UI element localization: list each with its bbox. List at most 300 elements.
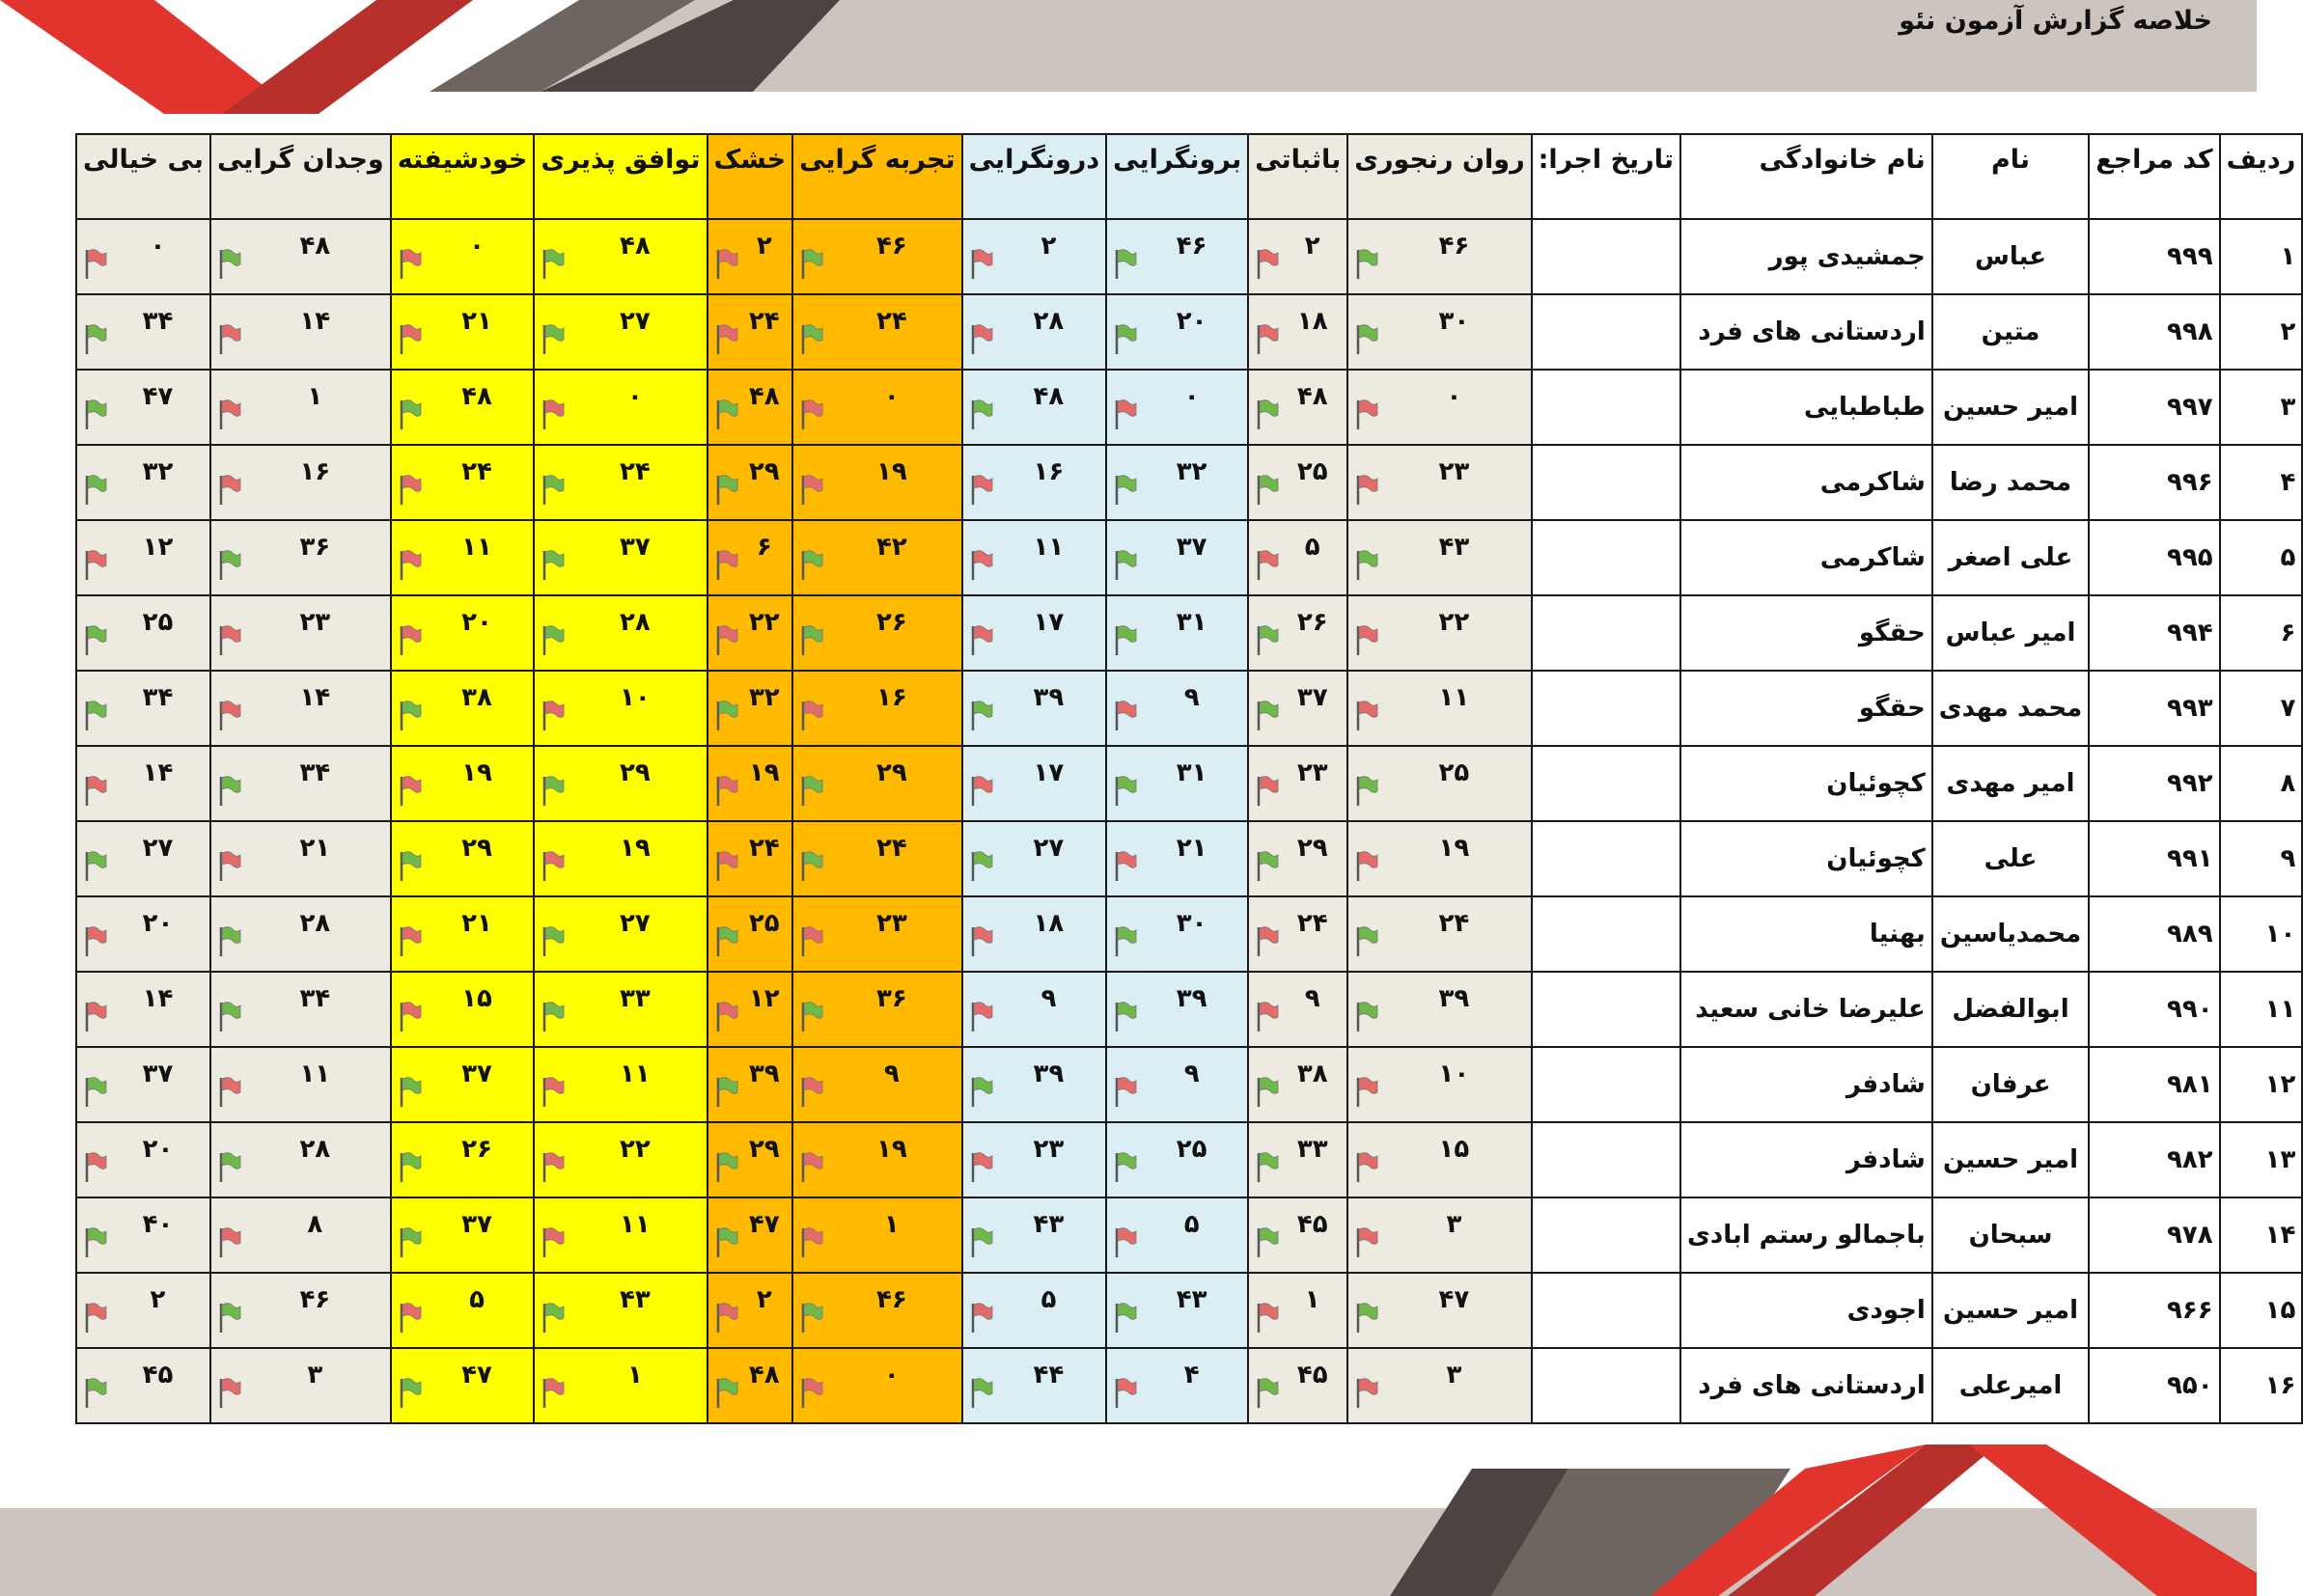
- cell-score: [792, 445, 962, 520]
- cell-score: [792, 595, 962, 671]
- green-flag-icon: [1354, 774, 1379, 807]
- cell-score: [708, 1273, 793, 1348]
- red-flag-icon: [217, 473, 242, 506]
- cell-score: [1106, 1122, 1248, 1197]
- score-value: ۱۱: [620, 1059, 651, 1088]
- cell-score: [391, 821, 535, 896]
- green-flag-icon: [1255, 473, 1280, 506]
- cell-score: [1248, 1197, 1347, 1273]
- cell-first-name: ابوالفضل: [1932, 972, 2089, 1047]
- score-value: ۳۶: [875, 984, 907, 1013]
- cell-score: [391, 219, 535, 294]
- red-flag-icon: [541, 398, 566, 430]
- cell-row-number: ۱۶: [2220, 1348, 2303, 1423]
- green-flag-icon: [217, 774, 242, 807]
- cell-last-name: کچوئیان: [1680, 821, 1932, 896]
- score-value: ۴۶: [1438, 232, 1470, 261]
- red-flag-icon: [217, 398, 242, 430]
- cell-score: [391, 1273, 535, 1348]
- cell-client-code: ۹۸۲: [2089, 1122, 2219, 1197]
- cell-client-code: ۹۶۶: [2089, 1273, 2219, 1348]
- red-flag-icon: [217, 1225, 242, 1258]
- red-flag-icon: [83, 548, 108, 581]
- cell-score: [962, 671, 1107, 746]
- red-flag-icon: [1255, 924, 1280, 957]
- cell-score: [962, 445, 1107, 520]
- cell-last-name: شاکرمی: [1680, 445, 1932, 520]
- score-value: ۲۵: [1176, 1135, 1207, 1164]
- cell-score: [792, 1197, 962, 1273]
- score-value: ۴۵: [142, 1361, 174, 1390]
- cell-run-date: [1532, 1122, 1680, 1197]
- cell-row-number: ۳: [2220, 370, 2303, 445]
- red-flag-icon: [1255, 1301, 1280, 1334]
- red-flag-icon: [398, 322, 423, 355]
- green-flag-icon: [1354, 322, 1379, 355]
- cell-score: [391, 294, 535, 370]
- cell-score: [1347, 1047, 1531, 1122]
- cell-score: [534, 896, 707, 972]
- green-flag-icon: [1354, 924, 1379, 957]
- red-flag-icon: [799, 473, 824, 506]
- cell-score: [1106, 671, 1248, 746]
- score-value: ۳۲: [1176, 457, 1207, 486]
- green-flag-icon: [969, 699, 994, 731]
- cell-score: [1248, 1122, 1347, 1197]
- score-value: ۲۳: [875, 909, 907, 938]
- cell-score: [534, 746, 707, 821]
- score-value: ۲: [1304, 232, 1320, 261]
- column-header-trait: خودشیفته: [391, 134, 535, 219]
- cell-score: [1106, 972, 1248, 1047]
- score-value: ۲۵: [142, 608, 174, 637]
- red-flag-icon: [714, 247, 739, 280]
- score-value: ۱۰: [620, 683, 651, 712]
- report-table: [75, 133, 2303, 1424]
- score-value: ۳۷: [1296, 683, 1328, 712]
- green-flag-icon: [541, 623, 566, 656]
- cell-score: [1106, 896, 1248, 972]
- cell-last-name: علیرضا خانی سعید: [1680, 972, 1932, 1047]
- cell-score: [534, 1122, 707, 1197]
- cell-score: [708, 1197, 793, 1273]
- red-flag-icon: [398, 1000, 423, 1032]
- score-value: ۳۳: [620, 984, 651, 1013]
- cell-row-number: ۲: [2220, 294, 2303, 370]
- score-value: ۲۱: [461, 307, 492, 336]
- score-value: ۲۶: [875, 608, 907, 637]
- cell-score: [210, 520, 391, 595]
- score-value: ۳۷: [142, 1059, 174, 1088]
- table-row: [76, 671, 2302, 746]
- cell-score: [1248, 445, 1347, 520]
- cell-score: [1347, 896, 1531, 972]
- green-flag-icon: [1113, 924, 1138, 957]
- green-flag-icon: [1113, 1000, 1138, 1032]
- score-value: ۲۳: [1033, 1135, 1065, 1164]
- score-value: ۱۲: [748, 984, 780, 1013]
- score-value: ۲۴: [1438, 909, 1470, 938]
- score-value: ۳۰: [1438, 307, 1470, 336]
- score-value: ۳۸: [1296, 1059, 1328, 1088]
- score-value: ۱: [307, 382, 323, 411]
- score-value: ۱۱: [1033, 533, 1065, 562]
- cell-score: [1106, 595, 1248, 671]
- score-value: ۳۷: [620, 533, 651, 562]
- cell-run-date: [1532, 671, 1680, 746]
- cell-score: [210, 445, 391, 520]
- cell-score: [534, 821, 707, 896]
- green-flag-icon: [1113, 548, 1138, 581]
- cell-score: [708, 671, 793, 746]
- cell-score: [534, 972, 707, 1047]
- green-flag-icon: [714, 473, 739, 506]
- column-header-trait: برونگرایی: [1106, 134, 1248, 219]
- cell-run-date: [1532, 896, 1680, 972]
- green-flag-icon: [1255, 699, 1280, 731]
- score-value: ۱۱: [461, 533, 492, 562]
- score-value: ۱۴: [142, 984, 174, 1013]
- cell-score: [792, 370, 962, 445]
- red-flag-icon: [714, 548, 739, 581]
- table-row: [76, 445, 2302, 520]
- red-flag-icon: [541, 1075, 566, 1108]
- red-flag-icon: [83, 1000, 108, 1032]
- column-header-trait: درونگرایی: [962, 134, 1107, 219]
- green-flag-icon: [541, 924, 566, 957]
- cell-score: [962, 896, 1107, 972]
- green-flag-icon: [1255, 398, 1280, 430]
- score-value: ۴۳: [1438, 533, 1470, 562]
- green-flag-icon: [83, 1225, 108, 1258]
- red-flag-icon: [398, 473, 423, 506]
- cell-score: [76, 972, 210, 1047]
- cell-score: [1347, 370, 1531, 445]
- red-flag-icon: [541, 699, 566, 731]
- score-value: ۴۷: [461, 1361, 492, 1390]
- score-value: ۴۷: [142, 382, 174, 411]
- cell-last-name: شادفر: [1680, 1122, 1932, 1197]
- cell-score: [708, 294, 793, 370]
- score-value: ۲۵: [1296, 457, 1328, 486]
- column-header-client-code: کد مراجع: [2089, 134, 2219, 219]
- red-flag-icon: [1255, 247, 1280, 280]
- red-flag-icon: [1354, 1075, 1379, 1108]
- red-flag-icon: [1354, 1225, 1379, 1258]
- score-value: ۱۷: [1033, 608, 1065, 637]
- green-flag-icon: [1255, 1376, 1280, 1409]
- score-value: ۱۲: [142, 533, 174, 562]
- score-value: ۲۶: [1296, 608, 1328, 637]
- score-value: ۴۶: [1176, 232, 1207, 261]
- score-value: ۱۱: [299, 1059, 331, 1088]
- score-value: ۳۱: [1176, 608, 1207, 637]
- cell-score: [962, 972, 1107, 1047]
- score-value: ۲۳: [1296, 758, 1328, 787]
- green-flag-icon: [541, 1301, 566, 1334]
- score-value: ۳۲: [748, 683, 780, 712]
- red-flag-icon: [1354, 849, 1379, 882]
- score-value: ۲۳: [299, 608, 331, 637]
- red-flag-icon: [1255, 774, 1280, 807]
- cell-score: [792, 1273, 962, 1348]
- cell-last-name: اجودی: [1680, 1273, 1932, 1348]
- score-value: ۲۱: [461, 909, 492, 938]
- score-value: ۲۸: [620, 608, 651, 637]
- score-value: ۲۴: [875, 307, 907, 336]
- score-value: ۱۶: [1033, 457, 1065, 486]
- red-flag-icon: [217, 623, 242, 656]
- score-value: ۳۱: [1176, 758, 1207, 787]
- score-value: ۳۶: [299, 533, 331, 562]
- green-flag-icon: [799, 548, 824, 581]
- red-flag-icon: [969, 1301, 994, 1334]
- green-flag-icon: [969, 1225, 994, 1258]
- green-flag-icon: [799, 247, 824, 280]
- score-value: ۲۷: [620, 909, 651, 938]
- red-flag-icon: [217, 1075, 242, 1108]
- score-value: ۲۴: [875, 834, 907, 863]
- green-flag-icon: [83, 473, 108, 506]
- green-flag-icon: [83, 1376, 108, 1409]
- cell-score: [792, 294, 962, 370]
- green-flag-icon: [83, 849, 108, 882]
- score-value: ۱۹: [875, 1135, 907, 1164]
- score-value: ۲۳: [1438, 457, 1470, 486]
- score-value: ۰: [1183, 382, 1200, 411]
- cell-score: [391, 370, 535, 445]
- score-value: ۴۷: [1438, 1285, 1470, 1314]
- column-header-last-name: نام خانوادگی: [1680, 134, 1932, 219]
- cell-run-date: [1532, 1348, 1680, 1423]
- page-title: خلاصه گزارش آزمون نئو: [1899, 6, 2212, 36]
- score-value: ۱۹: [875, 457, 907, 486]
- cell-score: [962, 219, 1107, 294]
- score-value: ۴۸: [299, 232, 331, 261]
- score-value: ۰: [626, 382, 643, 411]
- red-flag-icon: [1255, 548, 1280, 581]
- cell-score: [534, 671, 707, 746]
- cell-first-name: امیر حسین: [1932, 1122, 2089, 1197]
- red-flag-icon: [714, 1301, 739, 1334]
- score-value: ۳: [1446, 1361, 1462, 1390]
- score-value: ۲۱: [299, 834, 331, 863]
- table-row: [76, 595, 2302, 671]
- cell-score: [708, 595, 793, 671]
- score-value: ۲۴: [1296, 909, 1328, 938]
- cell-score: [708, 1122, 793, 1197]
- cell-row-number: ۱: [2220, 219, 2303, 294]
- cell-row-number: ۱۵: [2220, 1273, 2303, 1348]
- cell-score: [534, 520, 707, 595]
- score-value: ۴۸: [1296, 382, 1328, 411]
- red-flag-icon: [1354, 1150, 1379, 1183]
- cell-score: [792, 219, 962, 294]
- cell-score: [210, 972, 391, 1047]
- score-value: ۲۶: [461, 1135, 492, 1164]
- red-flag-icon: [714, 774, 739, 807]
- green-flag-icon: [714, 1376, 739, 1409]
- red-flag-icon: [969, 774, 994, 807]
- column-header-trait: بی خیالی: [76, 134, 210, 219]
- cell-score: [1248, 746, 1347, 821]
- score-value: ۱: [626, 1361, 643, 1390]
- green-flag-icon: [541, 322, 566, 355]
- score-value: ۳۴: [299, 984, 331, 1013]
- column-header-trait: تجربه گرایی: [792, 134, 962, 219]
- green-flag-icon: [1354, 247, 1379, 280]
- green-flag-icon: [799, 774, 824, 807]
- green-flag-icon: [398, 398, 423, 430]
- score-value: ۲۹: [875, 758, 907, 787]
- cell-row-number: ۱۲: [2220, 1047, 2303, 1122]
- table-row: [76, 1122, 2302, 1197]
- red-flag-icon: [969, 623, 994, 656]
- green-flag-icon: [398, 699, 423, 731]
- cell-score: [1106, 294, 1248, 370]
- cell-score: [1347, 294, 1531, 370]
- cell-score: [792, 1348, 962, 1423]
- cell-score: [1347, 520, 1531, 595]
- cell-score: [210, 595, 391, 671]
- cell-score: [1248, 896, 1347, 972]
- cell-score: [792, 520, 962, 595]
- cell-score: [534, 294, 707, 370]
- score-value: ۲: [756, 232, 772, 261]
- table-header-row: [76, 134, 2302, 219]
- score-value: ۹: [1183, 683, 1200, 712]
- cell-score: [76, 746, 210, 821]
- score-value: ۴۶: [875, 1285, 907, 1314]
- score-value: ۱۱: [620, 1210, 651, 1239]
- green-flag-icon: [217, 548, 242, 581]
- cell-score: [210, 1122, 391, 1197]
- score-value: ۲۷: [142, 834, 174, 863]
- cell-row-number: ۱۰: [2220, 896, 2303, 972]
- cell-score: [962, 1122, 1107, 1197]
- cell-score: [210, 1047, 391, 1122]
- cell-first-name: سبحان: [1932, 1197, 2089, 1273]
- green-flag-icon: [398, 1376, 423, 1409]
- table-row: [76, 896, 2302, 972]
- cell-score: [76, 821, 210, 896]
- red-flag-icon: [217, 322, 242, 355]
- score-value: ۲۹: [1296, 834, 1328, 863]
- green-flag-icon: [1113, 1301, 1138, 1334]
- cell-score: [708, 821, 793, 896]
- cell-last-name: اردستانی های فرد: [1680, 1348, 1932, 1423]
- red-flag-icon: [1354, 398, 1379, 430]
- cell-row-number: ۱۳: [2220, 1122, 2303, 1197]
- cell-score: [1106, 520, 1248, 595]
- green-flag-icon: [83, 623, 108, 656]
- score-value: ۹: [1304, 984, 1320, 1013]
- cell-score: [708, 445, 793, 520]
- cell-client-code: ۹۹۱: [2089, 821, 2219, 896]
- cell-score: [1248, 972, 1347, 1047]
- red-flag-icon: [1255, 1000, 1280, 1032]
- green-flag-icon: [541, 548, 566, 581]
- score-value: ۴۸: [1033, 382, 1065, 411]
- red-flag-icon: [714, 322, 739, 355]
- green-flag-icon: [969, 1376, 994, 1409]
- cell-score: [962, 1348, 1107, 1423]
- cell-score: [792, 1122, 962, 1197]
- red-flag-icon: [1113, 849, 1138, 882]
- score-value: ۳۴: [299, 758, 331, 787]
- red-flag-icon: [541, 1225, 566, 1258]
- score-value: ۲: [150, 1285, 166, 1314]
- cell-score: [534, 445, 707, 520]
- score-value: ۳۷: [1176, 533, 1207, 562]
- green-flag-icon: [714, 1225, 739, 1258]
- score-value: ۹: [883, 1059, 900, 1088]
- score-value: ۴: [1183, 1361, 1200, 1390]
- cell-first-name: عباس: [1932, 219, 2089, 294]
- cell-client-code: ۹۵۰: [2089, 1348, 2219, 1423]
- score-value: ۰: [1446, 382, 1462, 411]
- green-flag-icon: [83, 322, 108, 355]
- score-value: ۹: [1041, 984, 1057, 1013]
- score-value: ۲۲: [620, 1135, 651, 1164]
- cell-score: [962, 1197, 1107, 1273]
- score-value: ۳۴: [142, 307, 174, 336]
- column-header-trait: باثباتی: [1248, 134, 1347, 219]
- cell-score: [708, 1047, 793, 1122]
- red-flag-icon: [1113, 1376, 1138, 1409]
- green-flag-icon: [1113, 247, 1138, 280]
- cell-client-code: ۹۹۲: [2089, 746, 2219, 821]
- red-flag-icon: [398, 548, 423, 581]
- score-value: ۱۴: [142, 758, 174, 787]
- table-row: [76, 1197, 2302, 1273]
- cell-score: [210, 896, 391, 972]
- cell-score: [391, 595, 535, 671]
- score-value: ۲۱: [1176, 834, 1207, 863]
- cell-first-name: متین: [1932, 294, 2089, 370]
- score-value: ۴۳: [1176, 1285, 1207, 1314]
- green-flag-icon: [1255, 1225, 1280, 1258]
- cell-score: [1248, 294, 1347, 370]
- green-flag-icon: [398, 849, 423, 882]
- cell-row-number: ۸: [2220, 746, 2303, 821]
- cell-first-name: محمدیاسین: [1932, 896, 2089, 972]
- cell-score: [1347, 595, 1531, 671]
- cell-run-date: [1532, 520, 1680, 595]
- score-value: ۲۹: [748, 457, 780, 486]
- green-flag-icon: [1354, 1000, 1379, 1032]
- red-flag-icon: [799, 699, 824, 731]
- score-value: ۳: [1446, 1210, 1462, 1239]
- cell-score: [1106, 1348, 1248, 1423]
- cell-score: [1248, 595, 1347, 671]
- score-value: ۴۵: [1296, 1361, 1328, 1390]
- cell-first-name: امیر حسین: [1932, 370, 2089, 445]
- score-value: ۶: [756, 533, 772, 562]
- red-flag-icon: [1113, 1225, 1138, 1258]
- cell-score: [1248, 671, 1347, 746]
- cell-score: [76, 671, 210, 746]
- cell-score: [1106, 1047, 1248, 1122]
- cell-score: [210, 746, 391, 821]
- red-flag-icon: [1354, 699, 1379, 731]
- cell-score: [962, 294, 1107, 370]
- score-value: ۲۰: [461, 608, 492, 637]
- red-flag-icon: [969, 247, 994, 280]
- red-flag-icon: [398, 623, 423, 656]
- score-value: ۴۳: [1033, 1210, 1065, 1239]
- green-flag-icon: [1354, 548, 1379, 581]
